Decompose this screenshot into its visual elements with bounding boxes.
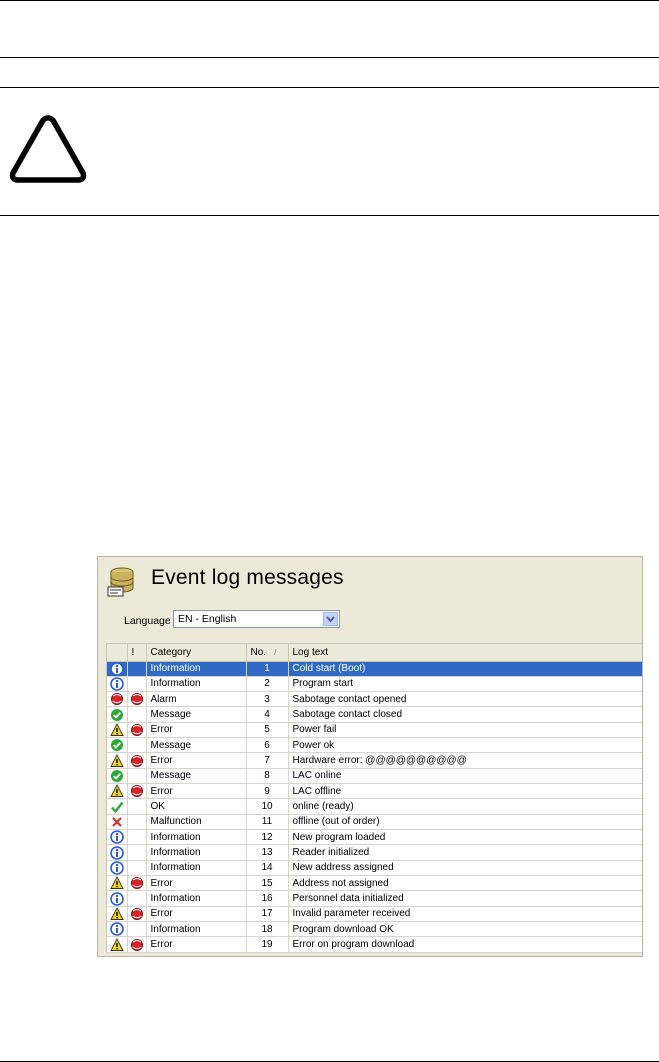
category-cell: Information [146,845,246,860]
flag-cell [127,814,146,829]
category-cell: Alarm [146,692,246,707]
cross-icon [107,814,127,829]
flag-cell [127,768,146,783]
sort-indicator: / [274,647,277,657]
table-row[interactable] [107,661,643,676]
table-row[interactable] [107,692,643,707]
log-text-cell: Power ok [288,738,643,753]
check-circle-icon [107,768,127,783]
category-cell: Malfunction [146,814,246,829]
column-header-flag[interactable]: ! [127,644,146,661]
number-cell: 12 [246,830,288,845]
flag-cell [127,661,146,676]
alarm-flag-icon [127,784,146,799]
event-log-grid [106,643,643,953]
flag-cell [127,860,146,875]
grid-header-row [107,644,643,661]
alarm-flag-icon [127,692,146,707]
table-row[interactable] [107,768,643,783]
warning-icon [107,722,127,737]
warning-icon [107,906,127,921]
chevron-down-icon [326,616,335,623]
alarm-flag-icon [127,722,146,737]
table-row[interactable] [107,860,643,875]
language-label: Language [124,615,171,627]
log-text-cell: Sabotage contact closed [288,707,643,722]
alarm-icon [107,692,127,707]
table-row[interactable] [107,922,643,937]
number-cell: 15 [246,876,288,891]
category-cell: Information [146,661,246,676]
number-cell: 10 [246,799,288,814]
flag-cell [127,738,146,753]
number-cell: 18 [246,922,288,937]
log-text-cell: Program start [288,676,643,691]
info-icon [107,845,127,860]
log-text-cell: Cold start (Boot) [288,661,643,676]
column-header-number[interactable] [246,644,288,661]
warning-icon [107,937,127,952]
log-text-cell: Program download OK [288,922,643,937]
alarm-flag-icon [127,906,146,921]
flag-cell [127,830,146,845]
table-row[interactable] [107,845,643,860]
category-cell: Message [146,738,246,753]
dropdown-button[interactable] [323,612,338,626]
alarm-flag-icon [127,876,146,891]
flag-cell [127,707,146,722]
info-icon [107,891,127,906]
category-cell: OK [146,799,246,814]
notice-bottom-rule [0,215,659,216]
number-cell: 1 [246,661,288,676]
category-cell: Information [146,676,246,691]
warning-icon [107,784,127,799]
number-cell: 3 [246,692,288,707]
alarm-flag-icon [127,937,146,952]
log-text-cell: offline (out of order) [288,814,643,829]
log-text-cell: Error on program download [288,937,643,952]
log-text-cell: Address not assigned [288,876,643,891]
info-icon [107,830,127,845]
table-row[interactable] [107,876,643,891]
table-row[interactable] [107,906,643,921]
category-cell: Error [146,937,246,952]
category-cell: Error [146,906,246,921]
category-cell: Error [146,784,246,799]
log-text-cell: Personnel data initialized [288,891,643,906]
table-row[interactable] [107,753,643,768]
warning-icon [107,753,127,768]
number-cell: 4 [246,707,288,722]
number-cell: 16 [246,891,288,906]
number-cell: 17 [246,906,288,921]
flag-cell [127,891,146,906]
table-row[interactable] [107,738,643,753]
column-header-number-label: No. [250,646,267,658]
number-cell: 13 [246,845,288,860]
flag-cell [127,799,146,814]
event-log-window [97,556,643,957]
number-cell: 2 [246,676,288,691]
category-cell: Error [146,876,246,891]
alarm-flag-icon [127,753,146,768]
flag-cell [127,676,146,691]
category-cell: Error [146,722,246,737]
table-row[interactable] [107,830,643,845]
log-text-cell: Hardware error: @@@@@@@@@@ [288,753,643,768]
log-text-cell: New program loaded [288,830,643,845]
number-cell: 11 [246,814,288,829]
log-text-cell: Power fail [288,722,643,737]
number-cell: 8 [246,768,288,783]
database-icon [105,565,139,599]
category-cell: Information [146,860,246,875]
number-cell: 14 [246,860,288,875]
category-cell: Message [146,707,246,722]
checkmark-icon [107,799,127,814]
number-cell: 19 [246,937,288,952]
language-select[interactable] [173,610,340,628]
info-icon [107,661,127,676]
number-cell: 9 [246,784,288,799]
table-row[interactable] [107,784,643,799]
info-icon [107,922,127,937]
flag-cell [127,845,146,860]
column-header-log-text[interactable]: Log text [288,644,643,661]
flag-cell [127,922,146,937]
top-rule [0,0,659,1]
table-row[interactable] [107,891,643,906]
category-cell: Information [146,922,246,937]
window-title: Event log messages [151,566,344,589]
log-text-cell: online (ready) [288,799,643,814]
warning-icon [107,876,127,891]
table-row[interactable] [107,676,643,691]
table-row[interactable] [107,722,643,737]
category-cell: Information [146,891,246,906]
section-rule [0,87,659,88]
number-cell: 6 [246,738,288,753]
table-row[interactable] [107,814,643,829]
category-cell: Information [146,830,246,845]
number-cell: 7 [246,753,288,768]
log-text-cell: Invalid parameter received [288,906,643,921]
category-cell: Error [146,753,246,768]
log-text-cell: Sabotage contact opened [288,692,643,707]
header-rule [0,57,659,58]
check-circle-icon [107,738,127,753]
info-icon [107,676,127,691]
window-header [98,557,643,603]
log-text-cell: LAC online [288,768,643,783]
number-cell: 5 [246,722,288,737]
log-text-cell: New address assigned [288,860,643,875]
log-text-cell: Reader initialized [288,845,643,860]
language-value: EN - English [178,613,237,625]
caution-triangle-icon [8,112,88,186]
check-circle-icon [107,707,127,722]
column-header-icon[interactable] [107,644,127,661]
info-icon [107,860,127,875]
table-row[interactable] [107,799,643,814]
log-text-cell: LAC offline [288,784,643,799]
column-header-category[interactable]: Category [146,644,246,661]
category-cell: Message [146,768,246,783]
table-row[interactable] [107,707,643,722]
table-row[interactable] [107,937,643,952]
